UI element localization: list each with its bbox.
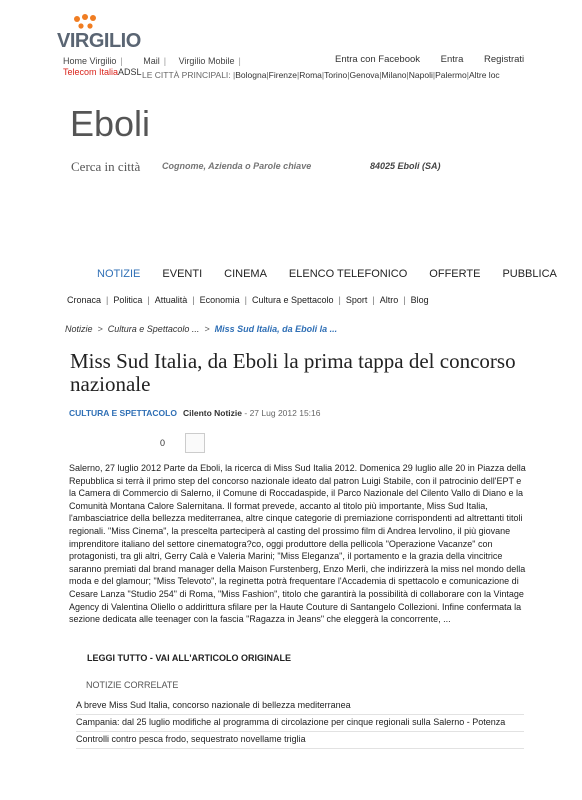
city-link-genova[interactable]: Genova (349, 70, 380, 80)
main-nav (97, 268, 557, 280)
adsl-link[interactable]: ADSL (118, 67, 142, 77)
subnav-item-sport[interactable]: Sport (345, 295, 368, 305)
subnav-item-cultura[interactable]: Cultura e Spettacolo (251, 295, 334, 305)
city-link-roma[interactable]: Roma (299, 70, 322, 80)
share-counter: 0 (160, 438, 166, 448)
city-link-bologna[interactable]: Bologna (235, 70, 267, 80)
cities-label: LE CITTÀ PRINCIPALI: (142, 70, 231, 80)
location-input[interactable] (368, 157, 522, 175)
breadcrumb-separator: > (97, 324, 103, 334)
subnav-item-blog[interactable]: Blog (410, 295, 429, 305)
top-links (63, 56, 245, 66)
telecom-links (63, 67, 142, 77)
related-news-heading: NOTIZIE CORRELATE (86, 680, 179, 690)
subnav-item-altro[interactable]: Altro (379, 295, 399, 305)
login-link[interactable]: Entra (440, 54, 464, 65)
user-links (335, 54, 542, 65)
nav-item-offerte[interactable]: OFFERTE (429, 268, 481, 280)
subnav-item-politica[interactable]: Politica (113, 295, 143, 305)
article-body: Salerno, 27 luglio 2012 Parte da Eboli, la ricerca di Miss Sud Italia 2012. Domenica 29 luglio alle 20 in Piazza della Repubblica si terrà il primo step del concorso nazionale ideato dal patron Luigi Stabile, con il patrocinio dell'EPT e la Camera di Commercio di Salerno, il Comune di Roccadaspide, il Parco Nazionale del Cilento Vallo di Diano e la Comunità Montana Calore Salernitana. Il format prevede, accanto al titolo più importante, Miss Sud Italia, l'ambasciatrice della bellezza mediterranea, altre cinque categorie di premiazione corrispondenti ad altrettanti titoli regionali. "Miss Cinema", la prescelta parteciperà al casting del prossimo film di Andrea Iervolino, il più giovane imprenditore italiano del settore cinematogra?co, oggi produttore della pellicola "Operazione Vacanze" con protagonisti, tra gli altri, Gerry Calà e Valeria Marini; "Miss Eleganza", il portamento e la grazia della vincitrice saranno premiati dal brand manager della Maison Furstenberg, Enzo Merli, che indirizzerà la miss nel mondo della moda e del glamour; "Miss Televoto", la reginetta potrà frequentare l'Accademia di spettacolo e comunicazione di Cesare Lanza "Studio 254" di Roma, "Miss Fashion", titolo che garantirà la possibilità di collaborare con la Vintage Agency di Valentina Oliello o addirittura sfilare per la Haute Couture di Santangelo Collezioni. Infine confermata la sezione dedicata alle teenager con la fascia "Ragazza in Jeans" che eleggerà la concorrente, ... (69, 463, 526, 625)
subnav-item-attualita[interactable]: Attualità (154, 295, 188, 305)
main-cities-bar: LE CITTÀ PRINCIPALI: |Bologna|Firenze|Roma|Torino|Genova|Milano|Napoli|Palermo|Altre loc (142, 70, 500, 80)
breadcrumb (65, 324, 337, 334)
telecom-italia-link[interactable]: Telecom Italia (63, 67, 119, 77)
breadcrumb-separator: > (204, 324, 210, 334)
nav-item-notizie[interactable]: NOTIZIE (97, 268, 141, 280)
article-meta (69, 408, 320, 418)
separator: | (163, 56, 167, 66)
breadcrumb-current: Miss Sud Italia, da Eboli la ... (214, 324, 338, 334)
breadcrumb-cultura[interactable]: Cultura e Spettacolo ... (107, 324, 200, 334)
city-link-torino[interactable]: Torino (324, 70, 348, 80)
separator: | (238, 56, 241, 66)
register-link[interactable]: Registrati (484, 54, 525, 65)
virgilio-mobile-link[interactable]: Virgilio Mobile (178, 56, 235, 66)
nav-item-cinema[interactable]: CINEMA (224, 268, 267, 280)
city-link-altre[interactable]: Altre loc (468, 70, 500, 80)
city-link-firenze[interactable]: Firenze (268, 70, 297, 80)
related-news-item[interactable]: Controlli contro pesca frodo, sequestrato novellame triglia (76, 734, 524, 749)
share-button[interactable] (185, 433, 205, 453)
city-link-napoli[interactable]: Napoli (408, 70, 433, 80)
sub-nav: Cronaca | Politica | Attualità | Economia | Cultura e Spettacolo | Sport | Altro | Blog (67, 295, 429, 305)
article-category[interactable]: CULTURA E SPETTACOLO (69, 408, 177, 418)
article-title: Miss Sud Italia, da Eboli la prima tappa del concorso nazionale (70, 349, 516, 396)
facebook-login-link[interactable]: Entra con Facebook (335, 54, 421, 65)
article-source: Cilento Notizie (182, 408, 243, 418)
search-label: Cerca in città (71, 159, 141, 174)
breadcrumb-notizie[interactable]: Notizie (65, 324, 93, 334)
article-date: - 27 Lug 2012 15:16 (244, 408, 321, 418)
nav-item-elenco-telefonico[interactable]: ELENCO TELEFONICO (288, 268, 408, 280)
separator: | (120, 56, 123, 66)
read-full-article-link[interactable]: LEGGI TUTTO - VAI ALL'ARTICOLO ORIGINALE (87, 653, 291, 663)
subnav-item-economia[interactable]: Economia (199, 295, 240, 305)
mail-link[interactable]: Mail (143, 56, 160, 66)
home-virgilio-link[interactable]: Home Virgilio (63, 56, 117, 66)
city-link-palermo[interactable]: Palermo (435, 70, 467, 80)
nav-item-eventi[interactable]: EVENTI (162, 268, 203, 280)
search-input[interactable] (158, 157, 366, 175)
virgilio-logo[interactable]: VIRGILIO (57, 30, 141, 52)
related-news-item[interactable]: Campania: dal 25 luglio modifiche al programma di circolazione per cinque regionali sulla Salerno - Potenza (76, 717, 524, 732)
city-title: Eboli (70, 103, 151, 144)
nav-item-pubblica[interactable]: PUBBLICA (502, 268, 557, 280)
related-news-item[interactable]: A breve Miss Sud Italia, concorso nazionale di bellezza mediterranea (76, 700, 524, 715)
subnav-item-cronaca[interactable]: Cronaca (67, 295, 102, 305)
city-link-milano[interactable]: Milano (381, 70, 407, 80)
